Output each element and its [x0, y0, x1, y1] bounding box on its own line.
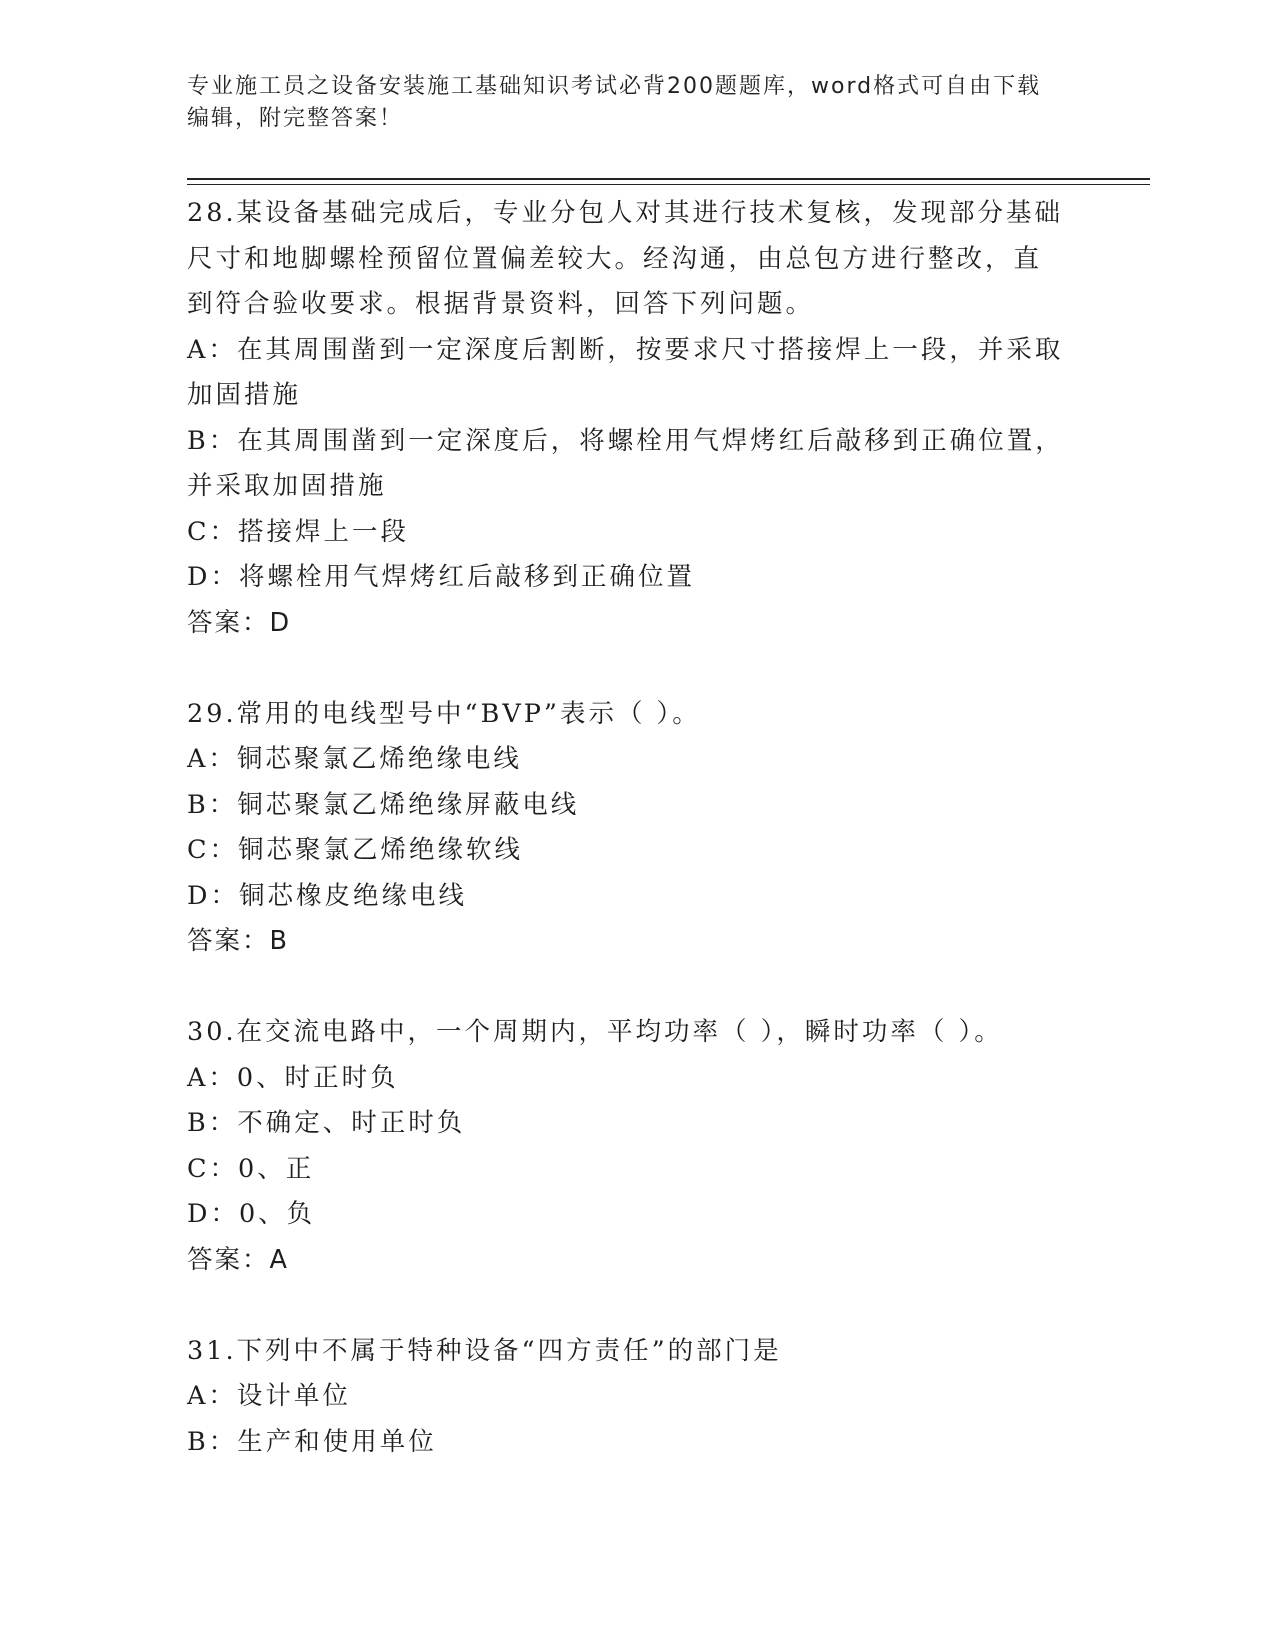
- option-c: C：搭接焊上一段: [187, 516, 410, 547]
- question-spacer: [187, 646, 1147, 692]
- option-b: B：在其周围凿到一定深度后，将螺栓用气焊烤红后敲移到正确位置，: [187, 425, 1064, 456]
- answer-line: 答案：D: [187, 607, 292, 638]
- option-d: D：将螺栓用气焊烤红后敲移到正确位置: [187, 562, 695, 592]
- question-stem: 31.下列中不属于特种设备“四方责任”的部门是: [187, 1335, 782, 1366]
- option-d: D：0、负: [187, 1199, 316, 1229]
- header-divider-thin: [187, 184, 1150, 185]
- option-a: A：在其周围凿到一定深度后割断，按要求尺寸搭接焊上一段，并采取: [187, 334, 1064, 365]
- option-b: B：不确定、时正时负: [187, 1108, 466, 1138]
- question-list: [187, 191, 1147, 1465]
- question-stem: 29.常用的电线型号中“BVP”表示（ ）。: [187, 698, 701, 729]
- question-stem: 28.某设备基础完成后，专业分包人对其进行技术复核，发现部分基础: [187, 198, 1064, 228]
- header-line-2: 编辑，附完整答案！: [187, 106, 404, 131]
- header-line-1: 专业施工员之设备安装施工基础知识考试必背200题题库，word格式可自由下载: [187, 74, 1042, 99]
- question-28: [187, 191, 1147, 646]
- option-c: C：铜芯聚氯乙烯绝缘软线: [187, 835, 524, 865]
- option-d: D：铜芯橡皮绝缘电线: [187, 880, 467, 911]
- option-a: A：设计单位: [187, 1381, 351, 1411]
- question-30: [187, 1010, 1147, 1283]
- option-c: C：0、正: [187, 1153, 315, 1184]
- question-stem: 30.在交流电路中，一个周期内，平均功率（ ），瞬时功率（ ）。: [187, 1017, 1003, 1047]
- option-a-continued: 加固措施: [187, 380, 302, 410]
- header-divider-thick: [187, 178, 1150, 180]
- question-spacer: [187, 965, 1147, 1011]
- answer-line: 答案：A: [187, 1244, 289, 1275]
- option-a: A：0、时正时负: [187, 1062, 399, 1093]
- answer-line: 答案：B: [187, 926, 289, 956]
- question-29: [187, 692, 1147, 965]
- question-31: [187, 1329, 1147, 1466]
- option-b-continued: 并采取加固措施: [187, 471, 387, 501]
- option-b: B：铜芯聚氯乙烯绝缘屏蔽电线: [187, 789, 580, 820]
- question-stem: 到符合验收要求。根据背景资料，回答下列问题。: [187, 289, 815, 319]
- option-b: B：生产和使用单位: [187, 1426, 437, 1457]
- option-a: A：铜芯聚氯乙烯绝缘电线: [187, 744, 522, 774]
- question-stem: 尺寸和地脚螺栓预留位置偏差较大。经沟通，由总包方进行整改，直: [187, 243, 1043, 274]
- document-header: [187, 71, 1087, 135]
- question-spacer: [187, 1283, 1147, 1329]
